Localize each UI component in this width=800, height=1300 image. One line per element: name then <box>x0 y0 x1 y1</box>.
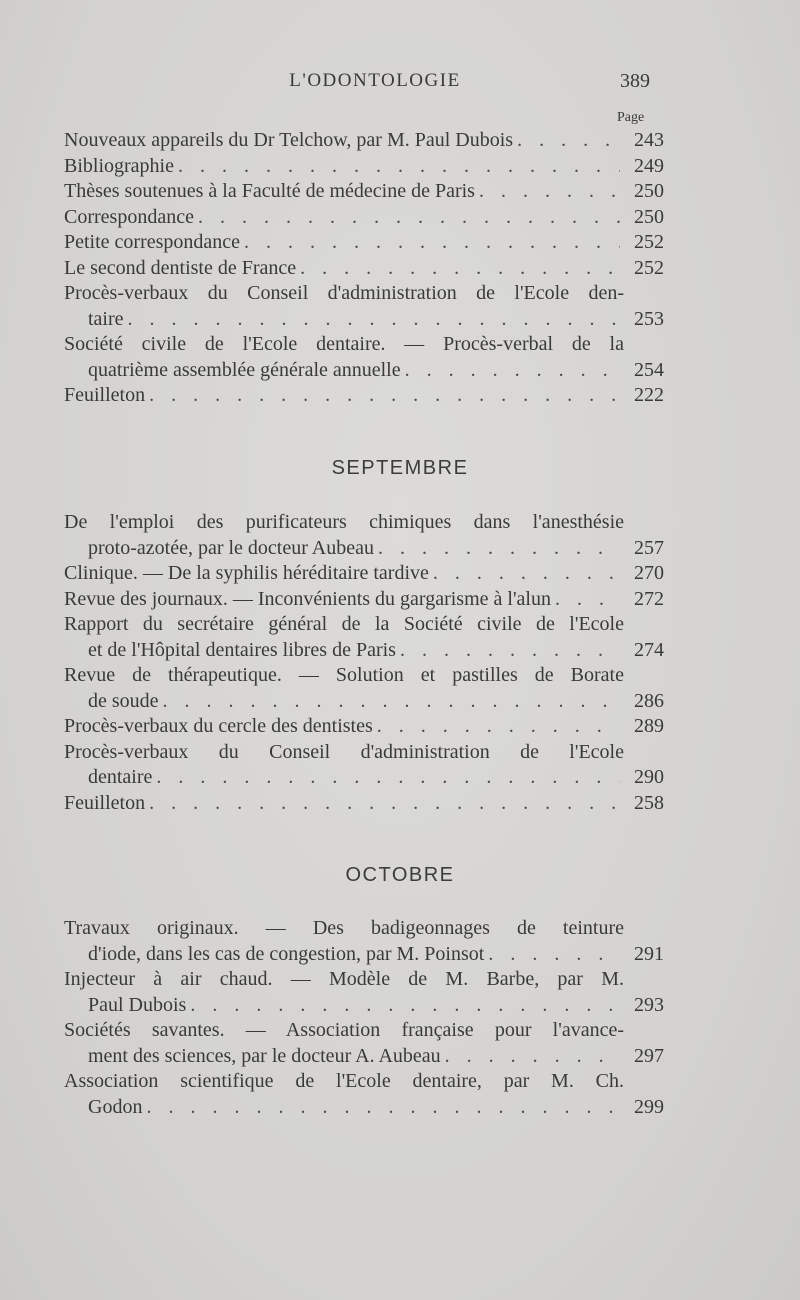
entry-page-number: 252 <box>634 256 664 279</box>
entry-title: Nouveaux appareils du Dr Telchow, par M. Paul Dubois <box>64 129 514 151</box>
dot-leader <box>517 128 620 154</box>
dot-leader <box>149 791 620 817</box>
toc-entry-line <box>64 128 664 154</box>
entry-title: Procès-verbaux du cercle des dentistes <box>64 715 373 737</box>
entry-title: Petite correspondance <box>64 231 241 253</box>
toc-entry <box>64 561 664 587</box>
toc-entry <box>64 791 664 817</box>
toc-entry-line <box>64 383 664 409</box>
entry-title: Bibliographie <box>64 154 174 177</box>
toc-entry-line <box>64 1095 664 1121</box>
dot-leader <box>555 587 620 613</box>
toc-entry <box>64 256 664 282</box>
toc-entry-line <box>64 358 664 384</box>
toc-entry-line <box>64 154 664 180</box>
page-number: 389 <box>620 70 650 92</box>
entry-title: dentaire <box>88 766 153 788</box>
entry-title: Sociétés savantes. — Association française pour l'avance- <box>64 1019 624 1041</box>
entry-page-number: 252 <box>634 231 664 253</box>
entry-title: Société civile de l'Ecole dentaire. — Procès-verbal de la <box>64 333 624 355</box>
entry-title: Clinique. — De la syphilis héréditaire tardive <box>64 562 429 584</box>
entry-page-number: 291 <box>634 942 664 965</box>
toc-entry <box>64 916 664 967</box>
dot-leader <box>433 561 620 587</box>
toc-entry-line <box>64 281 664 307</box>
entry-title: Association scientifique de l'Ecole dentaire, par M. Ch. <box>64 1070 624 1092</box>
toc-section-septembre <box>64 510 664 816</box>
dot-leader <box>479 179 620 205</box>
toc-entry <box>64 281 664 332</box>
toc-entry-line <box>64 587 664 613</box>
toc-entry-line <box>64 205 664 231</box>
entry-page-number: 289 <box>634 715 664 737</box>
dot-leader <box>149 383 620 409</box>
entry-title: d'iode, dans les cas de congestion, par M. Poinsot <box>88 942 485 965</box>
toc-entry-line <box>64 1018 664 1044</box>
toc-entry-line <box>64 967 664 993</box>
entry-page-number: 243 <box>634 129 664 151</box>
entry-title: De l'emploi des purificateurs chimiques dans l'anesthésie <box>64 511 624 533</box>
toc-entry-line <box>64 510 664 536</box>
toc-entry-line <box>64 307 664 333</box>
toc-entry <box>64 179 664 205</box>
toc-entry-line <box>64 942 664 968</box>
toc-entry <box>64 332 664 383</box>
entry-page-number: 257 <box>634 536 664 559</box>
entry-page-number: 250 <box>634 180 664 202</box>
entry-page-number: 293 <box>634 993 664 1016</box>
toc-entry <box>64 967 664 1018</box>
toc-entry-line <box>64 256 664 282</box>
dot-leader <box>400 638 620 664</box>
dot-leader <box>156 765 620 791</box>
toc-entry-line <box>64 230 664 256</box>
toc-entry <box>64 663 664 714</box>
toc-entry-line <box>64 1044 664 1070</box>
entry-page-number: 258 <box>634 791 664 814</box>
entry-page-number: 222 <box>634 384 664 406</box>
section-heading-septembre: SEPTEMBRE <box>331 457 469 479</box>
toc-entry <box>64 587 664 613</box>
entry-title: Injecteur à air chaud. — Modèle de M. Barbe, par M. <box>64 968 624 990</box>
dot-leader <box>190 993 620 1019</box>
entry-page-number: 254 <box>634 358 664 381</box>
dot-leader <box>198 205 620 231</box>
dot-leader <box>405 358 620 384</box>
entry-page-number: 249 <box>634 154 664 177</box>
entry-title: Rapport du secrétaire général de la Société civile de l'Ecole <box>64 613 624 635</box>
dot-leader <box>146 1095 620 1121</box>
entry-title: ment des sciences, par le docteur A. Aubeau <box>88 1044 441 1067</box>
toc-entry-line <box>64 179 664 205</box>
running-title: L'ODONTOLOGIE <box>289 70 461 91</box>
entry-page-number: 290 <box>634 766 664 788</box>
toc-section-octobre <box>64 916 664 1120</box>
dot-leader <box>163 689 620 715</box>
entry-title: Feuilleton <box>64 384 146 406</box>
entry-title: Le second dentiste de France <box>64 256 297 279</box>
entry-title: Godon <box>88 1095 143 1118</box>
entry-title: Feuilleton <box>64 791 146 814</box>
entry-page-number: 250 <box>634 205 664 228</box>
dot-leader <box>488 942 620 968</box>
entry-page-number: 297 <box>634 1044 664 1067</box>
section-heading-octobre: OCTOBRE <box>345 864 455 886</box>
page-column-label: Page <box>617 110 645 125</box>
entry-title: Paul Dubois <box>88 993 187 1016</box>
dot-leader <box>300 256 620 282</box>
toc-section-august <box>64 128 664 409</box>
entry-title: taire <box>88 307 124 330</box>
toc-entry-line <box>64 689 664 715</box>
entry-page-number: 299 <box>634 1095 664 1118</box>
entry-title: Procès-verbaux du Conseil d'administration de l'Ecole den- <box>64 282 624 304</box>
toc-entry-line <box>64 638 664 664</box>
entry-title: Revue des journaux. — Inconvénients du gargarisme à l'alun <box>64 587 551 610</box>
toc-entry <box>64 205 664 231</box>
toc-entry-line <box>64 612 664 638</box>
entry-title: Thèses soutenues à la Faculté de médecine de Paris <box>64 180 475 202</box>
entry-page-number: 274 <box>634 638 664 661</box>
entry-page-number: 286 <box>634 689 664 712</box>
toc-entry <box>64 230 664 256</box>
entry-title: proto-azotée, par le docteur Aubeau <box>88 536 374 559</box>
toc-entry <box>64 128 664 154</box>
dot-leader <box>244 230 620 256</box>
dot-leader <box>178 154 620 180</box>
toc-entry <box>64 154 664 180</box>
toc-entry-line <box>64 993 664 1019</box>
toc-entry-line <box>64 332 664 358</box>
entry-title: Correspondance <box>64 205 194 228</box>
toc-entry-line <box>64 791 664 817</box>
entry-page-number: 272 <box>634 587 664 610</box>
toc-entry <box>64 740 664 791</box>
toc-entry-line <box>64 714 664 740</box>
toc-entry-line <box>64 561 664 587</box>
toc-entry <box>64 612 664 663</box>
toc-entry-line <box>64 916 664 942</box>
entry-title: de soude <box>88 689 159 712</box>
entry-title: Procès-verbaux du Conseil d'administration de l'Ecole <box>64 740 624 763</box>
toc-entry <box>64 510 664 561</box>
toc-entry-line <box>64 663 664 689</box>
dot-leader <box>378 536 620 562</box>
toc-entry-line <box>64 765 664 791</box>
entry-title: Travaux originaux. — Des badigeonnages de teinture <box>64 917 624 939</box>
dot-leader <box>445 1044 620 1070</box>
entry-title: quatrième assemblée générale annuelle <box>88 358 401 381</box>
dot-leader <box>128 307 620 333</box>
entry-title: et de l'Hôpital dentaires libres de Paris <box>88 638 396 661</box>
toc-entry-line <box>64 536 664 562</box>
toc-entry <box>64 1018 664 1069</box>
toc-entry-line <box>64 1069 664 1095</box>
entry-title: Revue de thérapeutique. — Solution et pastilles de Borate <box>64 664 624 686</box>
page-header <box>0 70 800 100</box>
toc-entry <box>64 1069 664 1120</box>
dot-leader <box>377 714 620 740</box>
toc-entry <box>64 383 664 409</box>
entry-page-number: 253 <box>634 307 664 330</box>
toc-entry <box>64 714 664 740</box>
entry-page-number: 270 <box>634 562 664 584</box>
toc-entry-line <box>64 740 664 766</box>
